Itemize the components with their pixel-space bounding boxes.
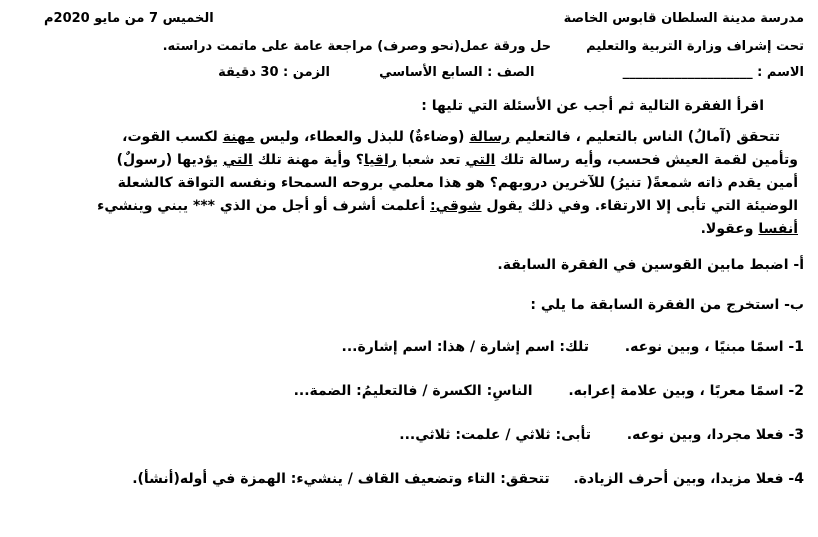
reading-instruction: اقرأ الفقرة التالية ثم أجب عن الأسئلة التي تليها : — [421, 98, 764, 114]
underlined-word: مهنة — [222, 129, 255, 145]
item-answer: تتحقق: التاء وتضعيف القاف / ينشيء: الهمزة في أوله(أنشأ). — [132, 471, 550, 487]
underlined-word: شوقي: — [430, 198, 482, 214]
grade-label: الصف : السابع الأساسي — [379, 65, 535, 80]
answer-item-2 — [14, 381, 804, 401]
passage-line-5: أنفسا وعقولا. — [700, 221, 798, 237]
passage-line-1: تتحقق (آمالُ) الناس بالتعليم ، فالتعليم رسالة (وضاءةٌ) للبذل والعطاء، وليس مهنة لكسب القوت، — [122, 129, 780, 145]
item-question: 2- اسمًا معربًا ، وبين علامة إعرابه. — [568, 383, 804, 399]
item-answer: الناسِ: الكسرة / فالتعليمُ: الضمة... — [293, 383, 533, 399]
item-question: 3- فعلا مجردا، وبين نوعه. — [626, 427, 804, 443]
passage-line-4: الوضيئة التي تأبى إلا الارتقاء. وفي ذلك يقول شوقي: أعلمت أشرف أو أجل من الذي *** يبني وينشيء — [97, 198, 798, 214]
time-label: الزمن : 30 دقيقة — [218, 65, 330, 80]
item-question: 4- فعلا مزيدا، وبين أحرف الزيادة. — [573, 471, 804, 487]
answer-item-1 — [14, 337, 804, 357]
underlined-word: التي — [465, 152, 496, 168]
passage-line-2: وتأمين لقمة العيش فحسب، وأيه رسالة تلك التي تعد شعبا راقيا؟ وأية مهنة تلك التي يؤديها (رسولٌ) — [116, 152, 798, 168]
name-blank: ____________________ — [622, 65, 753, 80]
underlined-word: التي — [222, 152, 253, 168]
worksheet-date: الخميس 7 من مايو 2020م — [44, 11, 214, 26]
student-info-row — [14, 62, 804, 84]
underlined-word: رسالة — [469, 129, 511, 145]
supervision-text: تحت إشراف وزارة التربية والتعليم — [586, 39, 804, 54]
school-name: مدرسة مدينة السلطان قابوس الخاصة — [563, 11, 804, 26]
name-field — [539, 62, 804, 84]
worksheet-title: حل ورقة عمل(نحو وصرف) مراجعة عامة على ماتمت دراسته. — [162, 39, 552, 54]
item-question: 1- اسمًا مبنيًا ، وبين نوعه. — [624, 339, 804, 355]
underlined-word: راقيا — [363, 152, 397, 168]
underlined-word: أنفسا — [758, 221, 798, 237]
answer-item-4 — [14, 469, 804, 489]
reading-passage — [20, 126, 798, 241]
item-answer: تأبى: ثلاثي / علمت: ثلاثي... — [399, 427, 592, 443]
answer-item-3 — [14, 425, 804, 445]
subheader-row — [14, 36, 804, 58]
passage-line-3: أمين يقدم ذاته شمعةً( تنيرُ) للآخرين دروبهم؟ هو هذا معلمي بروحه السمحاء ونفسه التواقة كالشعلة — [117, 175, 798, 191]
item-answer: تلك: اسم إشارة / هذا: اسم إشارة... — [341, 339, 590, 355]
question-a: أ- اضبط مابين القوسين في الفقرة السابقة. — [497, 257, 804, 273]
question-b: ب- استخرج من الفقرة السابقة ما يلي : — [530, 297, 804, 313]
header-row — [14, 8, 804, 30]
name-label: الاسم : — [757, 65, 804, 80]
